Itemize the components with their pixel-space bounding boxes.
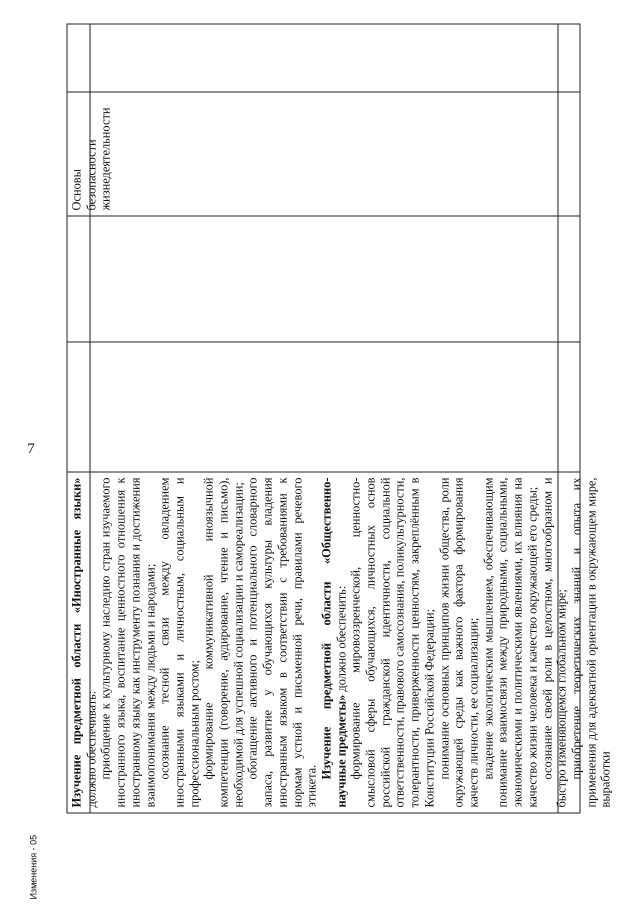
paragraph-text: формирование коммуникативной иноязычной компетенции (говорение, аудирование, чтение и письмо), необходимой для успешной социализации и самореализации;: [201, 477, 245, 807]
paragraph-text: владение экологическим мышлением, обеспечивающим понимание взаимосвязи между природными, социальными, экономическими и политическими явлениями, их влияния на качество жизни человека и качество окружающей его среды;: [480, 477, 539, 807]
section-heading: Изучение предметной области «Общественно-научные предметы»: [318, 477, 348, 807]
paragraph-text: должно обеспечивать:: [83, 690, 98, 807]
requirement-paragraph: [319, 477, 348, 807]
column-divider: [67, 91, 579, 92]
paragraph-text: приобщение к культурному наследию стран изучаемого иностранного языка, воспитание ценностного отношения к иностранному языку как инструменту познания и достижения взаимопонимания между людьми и народами;: [98, 477, 157, 807]
paragraph-text: осознание тесной связи между овладением иностранными языками и личностным, социальным и профессиональным ростом;: [157, 477, 201, 807]
requirement-paragraph: [540, 477, 569, 807]
paragraph-text: обогащение активного и потенциального словарного запаса, развитие у обучающихся культуры владения иностранным языком в соответствии с требованиями к нормам устной и письменной речи, правилами речевого этикета.: [245, 477, 319, 807]
paragraph-text: приобретение теоретических знаний и опыта их применения для адекватной ориентации в окружающем мире, выработки: [568, 477, 613, 807]
curriculum-table: [66, 23, 613, 813]
column-divider: [67, 341, 579, 342]
requirement-paragraph: [245, 477, 319, 807]
paragraph-text: формирование мировоззренческой, ценностно-смысловой сферы обучающихся, личностных основ российской гражданской идентичности, социальной ответственности, правового самосознания, поликультурности, толерантности, приверженности ценностям, закреплённым в Конституции Российской Федерации;: [348, 477, 436, 807]
requirement-paragraph: [481, 477, 540, 807]
column-divider: [67, 471, 579, 472]
requirement-paragraph: [201, 477, 245, 807]
footer-revision: Изменения - 05: [28, 834, 38, 899]
paragraph-text: должно обеспечить:: [333, 585, 348, 695]
requirement-paragraph: [437, 477, 481, 807]
page-number: 7: [26, 440, 35, 457]
requirements-cell: [67, 473, 613, 811]
requirement-paragraph: [69, 477, 98, 807]
subject-cell: Основы безопасности жизнедеятельности: [69, 107, 113, 210]
requirement-paragraph: [348, 477, 436, 807]
paragraph-text: осознание своей роли в целостном, многообразном и быстро изменяющемся глобальном мире;: [539, 477, 569, 807]
paragraph-text: понимание основных принципов жизни общества, роли окружающей среды как важного фактора формирования качеств личности, ее социализации;: [436, 477, 480, 807]
requirement-paragraph: [569, 477, 613, 807]
requirement-paragraph: [157, 477, 201, 807]
column-divider: [67, 215, 579, 216]
requirement-paragraph: [98, 477, 157, 807]
section-heading: Изучение предметной области «Иностранные языки»: [69, 477, 83, 807]
